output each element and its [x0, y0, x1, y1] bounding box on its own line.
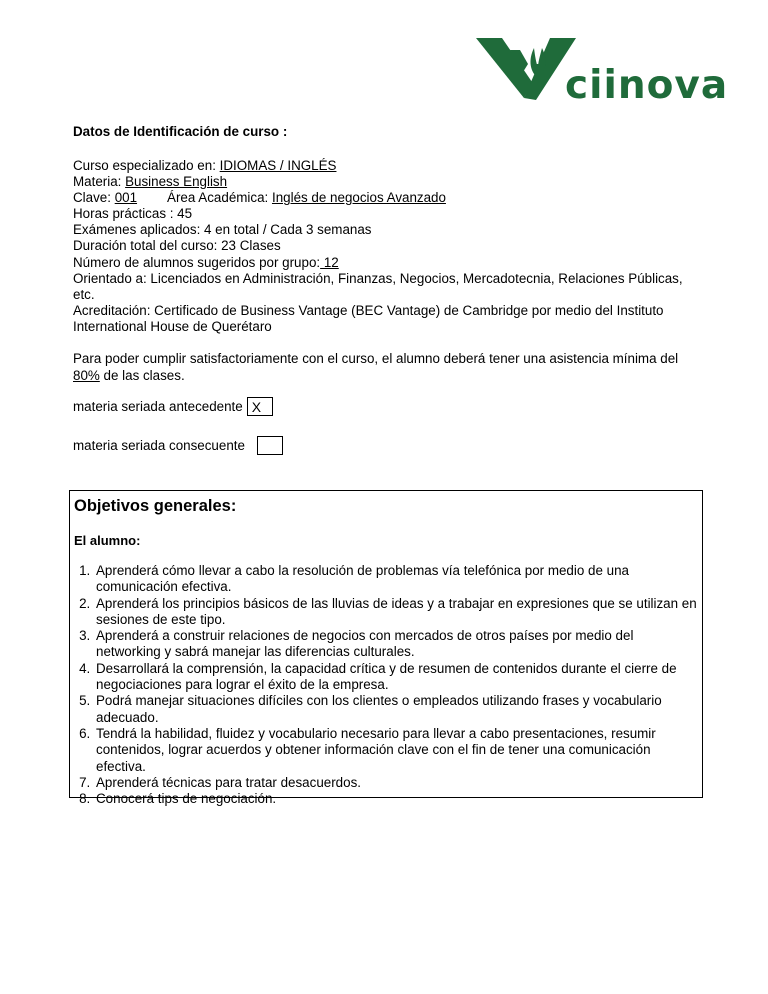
- examenes-line: Exámenes aplicados: 4 en total / Cada 3 semanas: [73, 222, 372, 238]
- list-item: 6. Tendrá la habilidad, fluidez y vocabulario necesario para llevar a cabo presentaciones, resumir contenidos, lograr acuerdos y obtener información clave con el fin de tener una comunicación efectiva.: [94, 726, 698, 775]
- objetivos-list: [74, 563, 698, 807]
- horas-line: Horas prácticas : 45: [73, 206, 193, 222]
- list-item: 5. Podrá manejar situaciones difíciles con los clientes o empleados utilizando frases y vocabulario adecuado.: [94, 693, 698, 726]
- list-item: 8. Conocerá tips de negociación.: [94, 791, 698, 807]
- alumnos-value: 12: [320, 254, 339, 270]
- duracion-line: Duración total del curso: 23 Clases: [73, 238, 281, 254]
- list-item: 7. Aprenderá técnicas para tratar desacuerdos.: [94, 775, 698, 791]
- list-item: 4. Desarrollará la comprensión, la capacidad crítica y de resumen de contenidos durante el cierre de negociaciones para lograr el éxito de la empresa.: [94, 661, 698, 694]
- list-item: 1. Aprenderá cómo llevar a cabo la resolución de problemas vía telefónica por medio de una comunicación efectiva.: [94, 563, 698, 596]
- curso-line: Curso especializado en: IDIOMAS / INGLÉS: [73, 158, 337, 173]
- list-item: 2. Aprenderá los principios básicos de las lluvias de ideas y a trabajar en expresiones que se utilizan en sesiones de este tipo.: [94, 596, 698, 629]
- curso-value: IDIOMAS / INGLÉS: [219, 158, 337, 173]
- objetivos-title: Objetivos generales:: [74, 497, 237, 515]
- area-value: Inglés de negocios Avanzado: [271, 190, 446, 206]
- asistencia-percent: 80%: [73, 368, 100, 384]
- clave-value: 001: [114, 190, 138, 206]
- acreditacion-line: Acreditación: Certificado de Business Vantage (BEC Vantage) de Cambridge por medio del Instituto International House de Querétaro: [73, 302, 664, 334]
- course-identification: [73, 124, 703, 455]
- list-item: 3. Aprenderá a construir relaciones de negocios con mercados de otros países por medio del networking y sabrá manejar las diferencias culturales.: [94, 628, 698, 661]
- materia-value: Business English: [125, 174, 228, 190]
- seriada-consecuente: materia seriada consecuente: [73, 436, 703, 455]
- identification-heading: Datos de Identificación de curso :: [73, 124, 288, 139]
- seriada-antecedente: materia seriada antecedente X: [73, 397, 703, 416]
- orientado-line: Orientado a: Licenciados en Administración, Finanzas, Negocios, Mercadotecnia, Relaciones Públicas, etc.: [73, 270, 683, 302]
- consecuente-box: [257, 436, 283, 455]
- asistencia-paragraph: Para poder cumplir satisfactoriamente con el curso, el alumno deberá tener una asistencia mínima del 80% de las clases.: [73, 351, 679, 384]
- objetivos-subtitle: El alumno:: [74, 533, 141, 548]
- clave-line: Clave: 001 Área Académica: Inglés de negocios Avanzado: [73, 190, 446, 206]
- materia-line: Materia: Business English: [73, 174, 228, 190]
- alumnos-line: Número de alumnos sugeridos por grupo: 12: [73, 254, 339, 270]
- objetivos-box: [69, 490, 703, 807]
- antecedente-box: X: [247, 397, 273, 416]
- logo-wordmark: ciinova: [565, 63, 729, 108]
